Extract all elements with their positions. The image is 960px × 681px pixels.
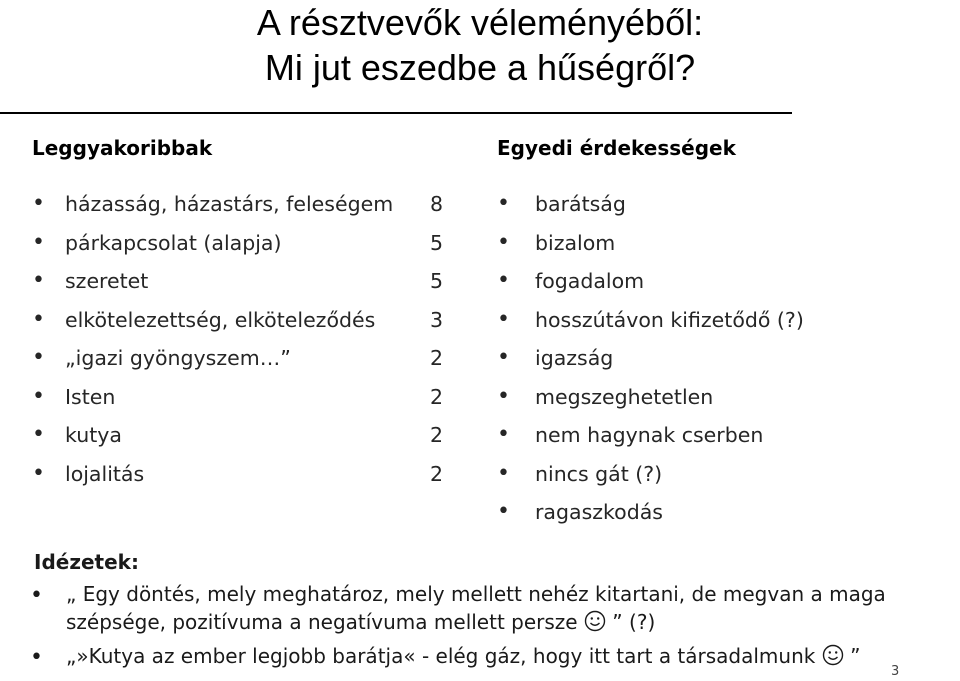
left-heading: Leggyakoribbak	[32, 136, 213, 160]
bullet-icon: •	[32, 191, 45, 216]
item-text: hosszútávon kifizetődő (?)	[535, 307, 804, 332]
item-count: 3	[430, 307, 444, 332]
list-item	[32, 305, 452, 344]
list-item	[32, 343, 452, 382]
title-divider	[0, 112, 792, 114]
quote-tail: ” (?)	[605, 610, 656, 634]
bullet-icon: •	[30, 645, 43, 670]
smiley-icon	[822, 644, 844, 666]
item-text: „igazi gyöngyszem…”	[65, 346, 291, 370]
item-text: bizalom	[535, 230, 616, 255]
list-item	[497, 189, 937, 228]
item-text: Isten	[65, 384, 116, 409]
quote-item	[30, 580, 934, 636]
item-count: 8	[430, 192, 444, 216]
title-line-1: A résztvevők véleményéből:	[256, 2, 704, 43]
bullet-icon: •	[32, 422, 45, 447]
bullet-icon: •	[497, 306, 510, 332]
list-item	[497, 305, 937, 344]
item-text: házasság, házastárs, feleségem	[65, 192, 394, 216]
list-item	[497, 343, 937, 382]
list-item	[32, 189, 452, 228]
item-text: szeretet	[65, 269, 149, 293]
item-text: megszeghetetlen	[535, 384, 714, 409]
quotes-section	[30, 550, 934, 670]
list-item	[497, 228, 937, 267]
bullet-icon: •	[30, 583, 43, 608]
list-item	[497, 459, 937, 498]
item-count: 2	[430, 346, 444, 370]
item-text: párkapcsolat (alapja)	[65, 230, 282, 255]
bullet-icon: •	[497, 383, 510, 409]
item-text: fogadalom	[535, 269, 645, 293]
item-text: lojalitás	[65, 461, 145, 486]
bullet-icon: •	[497, 268, 510, 293]
quote-line: „ Egy döntés, mely meghatároz, mely mellett nehéz kitartani, de megvan a maga	[66, 582, 886, 606]
item-text: kutya	[65, 423, 122, 447]
bullet-icon: •	[497, 229, 510, 255]
quote-line	[66, 608, 934, 636]
title-line-2: Mi jut eszedbe a hűségről?	[264, 47, 696, 88]
bullet-icon: •	[497, 345, 510, 370]
quote-text: „»Kutya az ember legjobb barátja« - elég gáz, hogy itt tart a társadalmunk	[66, 644, 816, 668]
list-item	[32, 459, 452, 498]
item-text: ragaszkodás	[535, 500, 663, 524]
bullet-icon: •	[497, 499, 510, 524]
bullet-icon: •	[32, 229, 45, 255]
list-item	[32, 382, 452, 421]
item-text: igazság	[535, 346, 614, 370]
item-count: 2	[430, 461, 444, 486]
item-count: 2	[430, 423, 444, 447]
smiley-icon	[584, 610, 606, 632]
item-text: nincs gát (?)	[535, 461, 663, 486]
quote-item	[30, 642, 934, 670]
item-text: nem hagynak cserben	[535, 423, 764, 447]
bullet-icon: •	[497, 191, 510, 216]
list-item	[32, 228, 452, 267]
bullet-icon: •	[497, 460, 510, 486]
list-item	[497, 420, 937, 459]
list-item	[497, 266, 937, 305]
slide-title	[120, 0, 840, 90]
quotes-heading: Idézetek:	[34, 550, 139, 574]
common-answers-list	[32, 189, 452, 497]
bullet-icon: •	[32, 306, 45, 332]
item-count: 5	[430, 230, 444, 255]
item-count: 5	[430, 269, 444, 293]
bullet-icon: •	[32, 345, 45, 370]
right-heading: Egyedi érdekességek	[497, 136, 736, 160]
list-item	[32, 420, 452, 459]
quote-line	[66, 642, 934, 670]
bullet-icon: •	[32, 383, 45, 409]
item-count: 2	[430, 384, 444, 409]
item-text: barátság	[535, 192, 626, 216]
list-item	[32, 266, 452, 305]
unique-answers-list	[497, 189, 937, 536]
list-item	[497, 382, 937, 421]
item-text: elkötelezettség, elköteleződés	[65, 307, 376, 332]
list-item	[497, 497, 937, 536]
quote-text: szépsége, pozitívuma a negatívuma mellett persze	[66, 610, 578, 634]
page-number: 3	[891, 664, 900, 679]
bullet-icon: •	[32, 460, 45, 486]
bullet-icon: •	[32, 268, 45, 293]
bullet-icon: •	[497, 422, 510, 447]
quote-tail: ”	[843, 644, 861, 668]
